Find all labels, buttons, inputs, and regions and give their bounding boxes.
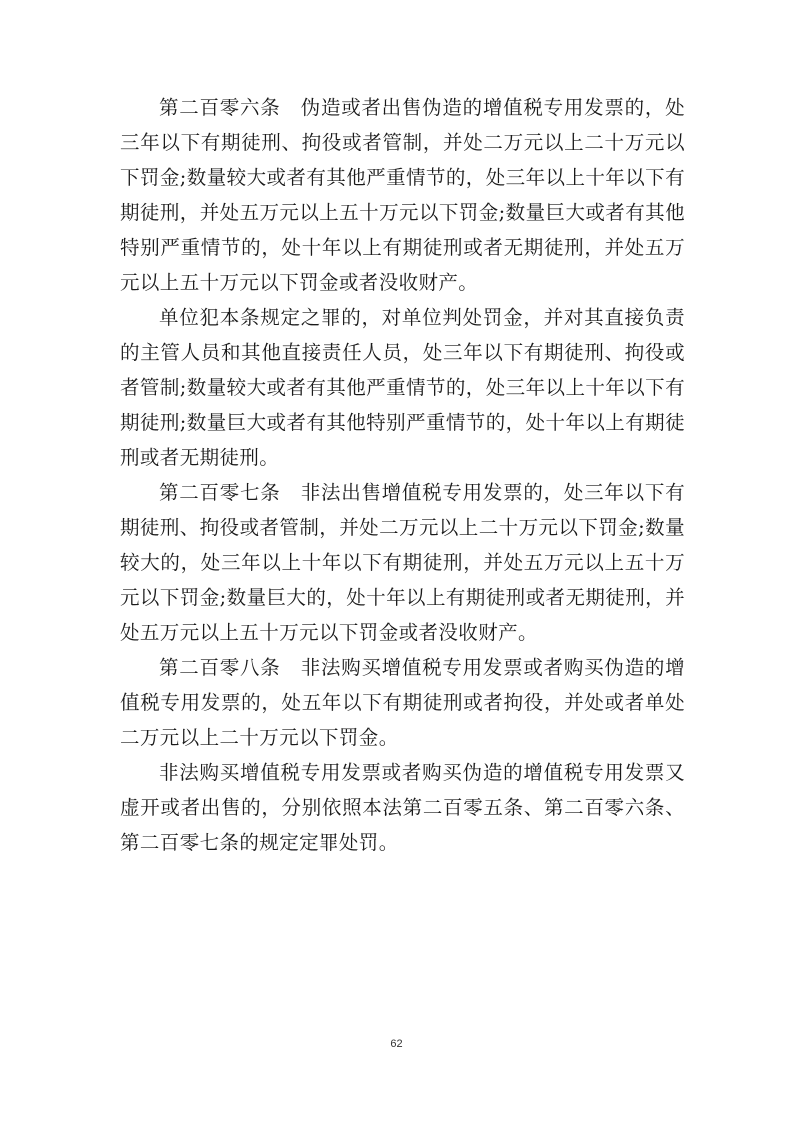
page-number: 62	[390, 1038, 403, 1050]
article-206-unit-paragraph: 单位犯本条规定之罪的，对单位判处罚金，并对其直接负责的主管人员和其他直接责任人员，处三年以下有期徒刑、拘役或者管制;数量较大或者有其他严重情节的，处三年以上十年以下有期徒刑;数量巨大或者有其他特别严重情节的，处十年以上有期徒刑或者无期徒刑。	[120, 306, 685, 469]
document-body	[120, 90, 685, 860]
article-206-paragraph: 第二百零六条 伪造或者出售伪造的增值税专用发票的，处三年以下有期徒刑、拘役或者管制，并处二万元以上二十万元以下罚金;数量较大或者有其他严重情节的，处三年以上十年以下有期徒刑，并处五万元以上五十万元以下罚金;数量巨大或者有其他特别严重情节的，处十年以上有期徒刑或者无期徒刑，并处五万元以上五十万元以下罚金或者没收财产。	[120, 96, 685, 294]
article-208-resale-paragraph: 非法购买增值税专用发票或者购买伪造的增值税专用发票又虚开或者出售的，分别依照本法第二百零五条、第二百零六条、第二百零七条的规定定罪处罚。	[120, 761, 685, 854]
article-208-paragraph: 第二百零八条 非法购买增值税专用发票或者购买伪造的增值税专用发票的，处五年以下有期徒刑或者拘役，并处或者单处二万元以上二十万元以下罚金。	[120, 656, 685, 749]
article-207-paragraph: 第二百零七条 非法出售增值税专用发票的，处三年以下有期徒刑、拘役或者管制，并处二万元以上二十万元以下罚金;数量较大的，处三年以上十年以下有期徒刑，并处五万元以上五十万元以下罚金;数量巨大的，处十年以上有期徒刑或者无期徒刑，并处五万元以上五十万元以下罚金或者没收财产。	[120, 481, 685, 644]
